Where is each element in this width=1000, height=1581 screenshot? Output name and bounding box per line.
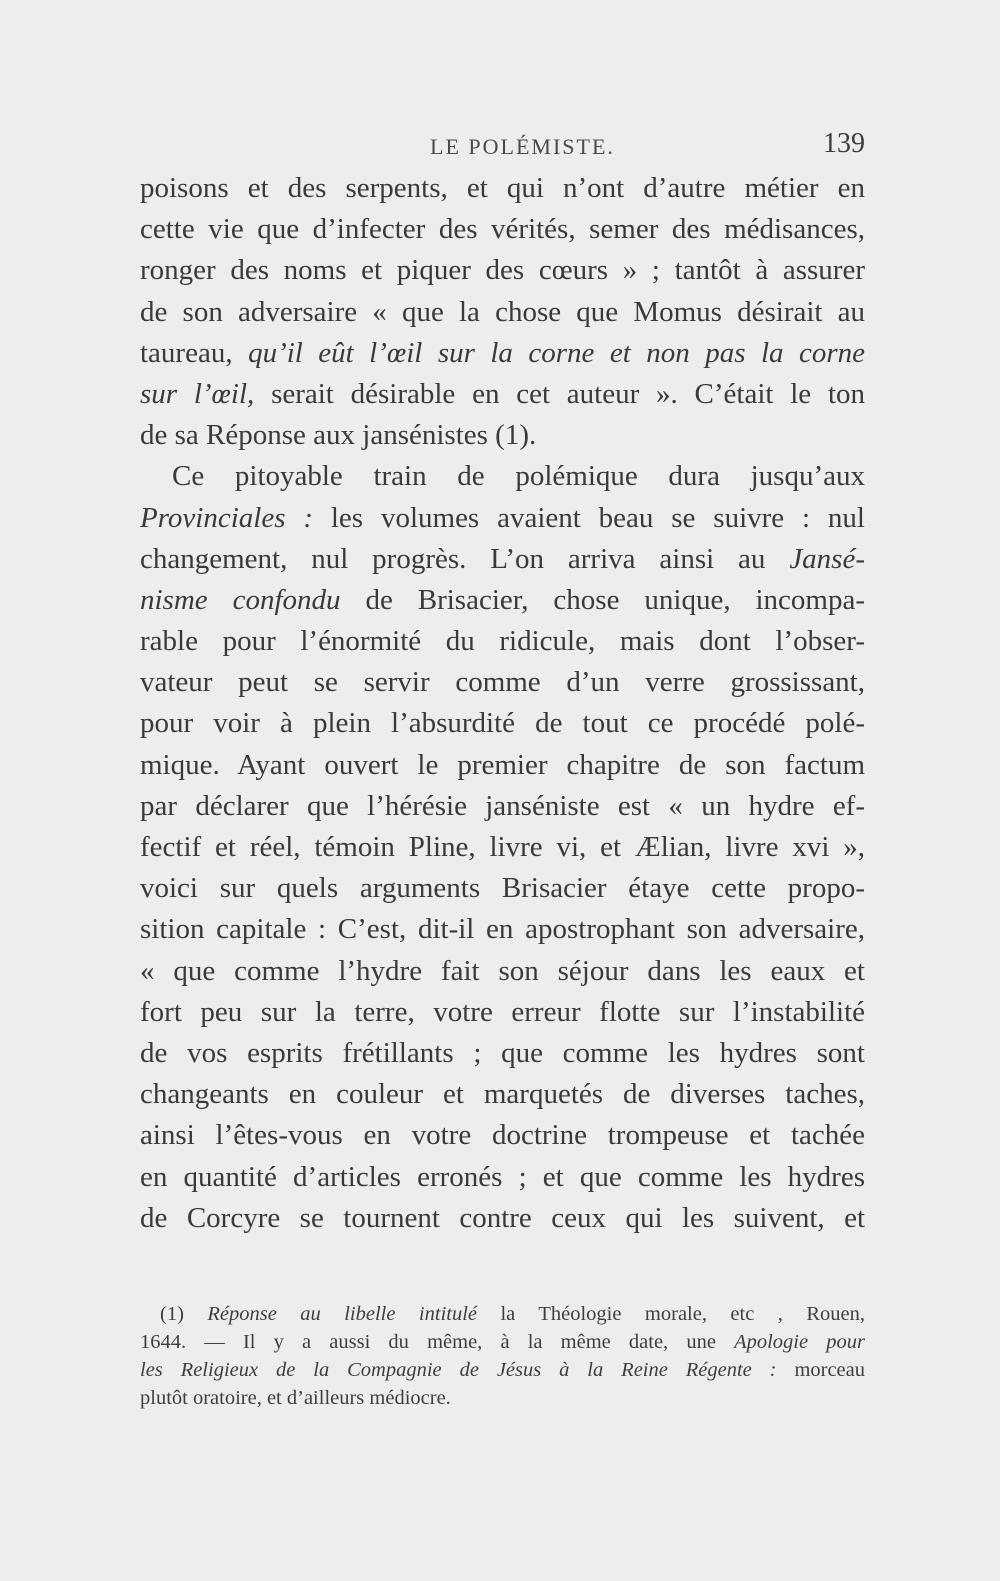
text-line <box>140 333 865 374</box>
text-line <box>140 498 865 539</box>
text-line <box>140 539 865 580</box>
text-line: rable pour l’énormité du ridicule, mais dont l’obser- <box>140 625 865 658</box>
text-line: ainsi l’êtes-vous en votre doctrine trompeuse et tachée <box>140 1119 865 1152</box>
text-line <box>140 374 865 415</box>
text-line: par déclarer que l’hérésie janséniste est « un hydre ef- <box>140 789 865 822</box>
text-line: fort peu sur la terre, votre erreur flotte sur l’instabilité <box>140 995 865 1028</box>
text-line: mique. Ayant ouvert le premier chapitre de son factum <box>140 748 865 781</box>
text-line: « que comme l’hydre fait son séjour dans les eaux et <box>140 954 865 987</box>
text-line: vateur peut se servir comme d’un verre grossissant, <box>140 666 865 699</box>
text-line: de Corcyre se tournent contre ceux qui les suivent, et <box>140 1201 865 1234</box>
page-number: 139 <box>823 128 865 159</box>
italic-quote: qu’il eût l’œil sur la corne et non pas la corne <box>248 336 865 369</box>
footnote-line <box>140 1300 865 1328</box>
text-line: ronger des noms et piquer des cœurs » ; tantôt à assurer <box>140 254 865 287</box>
italic-title: Apologie pour <box>734 1331 865 1353</box>
footnote-line <box>140 1356 865 1384</box>
text-line: voici sur quels arguments Brisacier étaye cette propo- <box>140 872 865 905</box>
italic-title: Réponse au libelle intitulé <box>207 1303 478 1325</box>
text-run: la Théologie morale, etc , Rouen, <box>500 1303 865 1325</box>
footnote-line: plutôt oratoire, et d’ailleurs médiocre. <box>140 1387 451 1409</box>
text-line: de son adversaire « que la chose que Momus désirait au <box>140 295 865 328</box>
italic-quote: sur l’œil, <box>140 377 255 410</box>
text-run: morceau <box>794 1359 865 1381</box>
running-title: LE POLÉMISTE. <box>430 134 615 159</box>
text-line: changeants en couleur et marquetés de diverses taches, <box>140 1078 865 1111</box>
body-text <box>140 168 865 1239</box>
italic-title: Provinciales : <box>140 501 314 534</box>
text-run: 1644. — Il y a aussi du même, à la même date, une <box>140 1331 716 1353</box>
footnote-line <box>140 1328 865 1356</box>
text-line: poisons et des serpents, et qui n’ont d’autre métier en <box>140 172 865 204</box>
text-line: de vos esprits frétillants ; que comme les hydres sont <box>140 1036 865 1069</box>
italic-title: nisme confondu <box>140 583 341 616</box>
text-run: taureau, <box>140 336 233 369</box>
text-line: fectif et réel, témoin Pline, livre vi, et Ælian, livre xvi », <box>140 831 865 863</box>
text-line: de sa Réponse aux jansénistes (1). <box>140 419 537 452</box>
text-run: de Brisacier, chose unique, incompa- <box>365 583 865 616</box>
paragraph-start-line: Ce pitoyable train de polémique dura jusqu’aux <box>172 460 865 493</box>
text-run: serait désirable en cet auteur ». C’était le ton <box>271 377 865 410</box>
text-line <box>140 580 865 621</box>
footnote-marker: (1) <box>160 1303 184 1325</box>
running-head <box>140 128 865 168</box>
text-line: sition capitale : C’est, dit-il en apostrophant son adversaire, <box>140 913 865 946</box>
text-line: cette vie que d’infecter des vérités, semer des médisances, <box>140 213 865 246</box>
text-line: pour voir à plein l’absurdité de tout ce procédé polé- <box>140 707 865 740</box>
italic-title: Jansé- <box>789 542 865 575</box>
text-run: changement, nul progrès. L’on arriva ainsi au <box>140 542 766 575</box>
footnote <box>140 1300 865 1412</box>
italic-title: les Religieux de la Compagnie de Jésus à la Reine Régente : <box>140 1359 777 1381</box>
text-line: en quantité d’articles erronés ; et que comme les hydres <box>140 1160 865 1193</box>
text-run: les volumes avaient beau se suivre : nul <box>330 501 865 534</box>
